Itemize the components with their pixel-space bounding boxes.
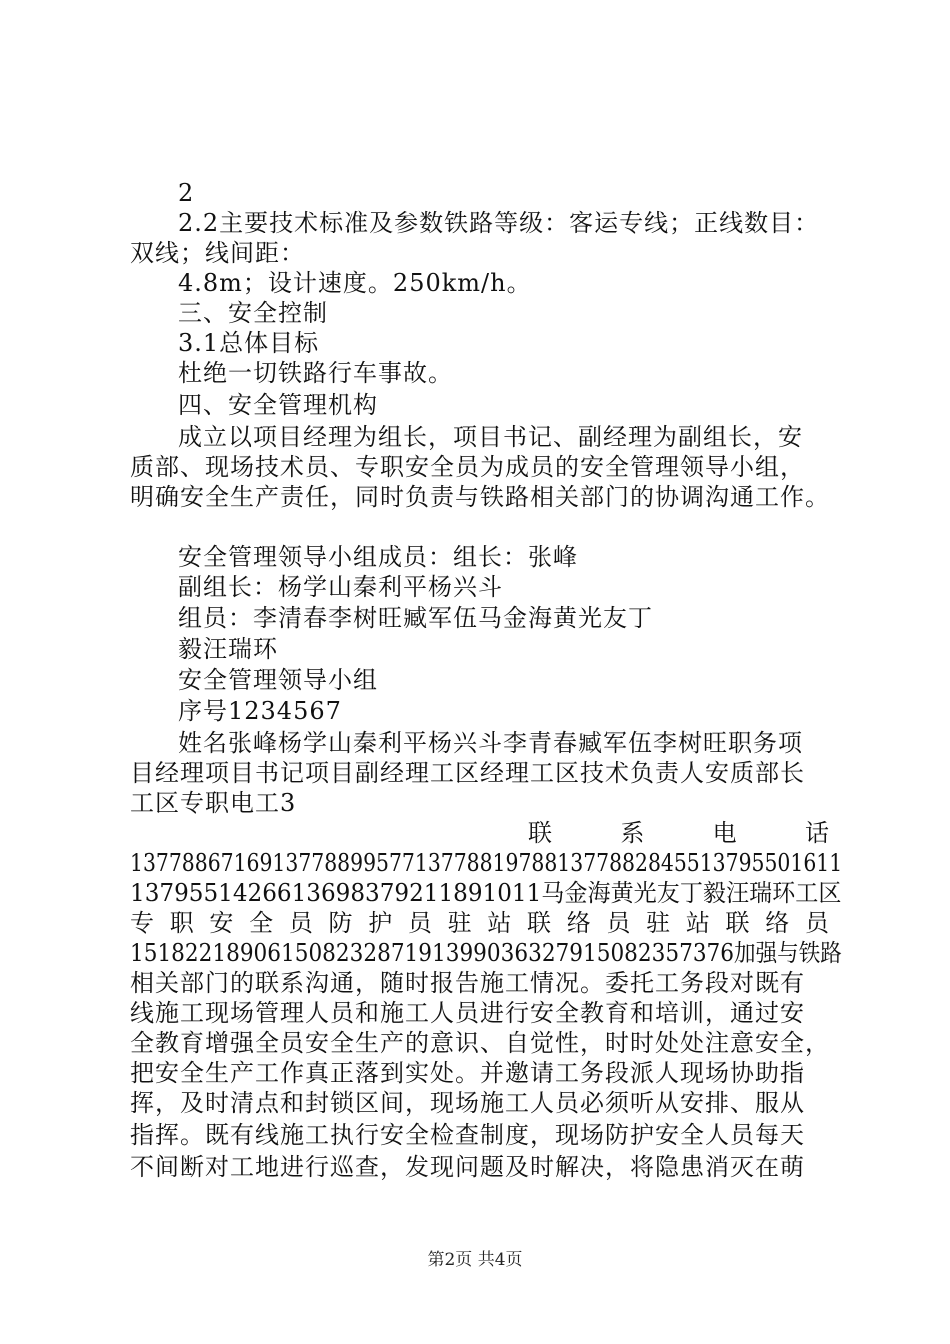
section-heading: 四、安全管理机构 (178, 391, 378, 419)
text-line: 安全管理领导小组成员：组长：张峰 (178, 543, 578, 571)
text-line: 指挥。既有线施工执行安全检查制度，现场防护安全人员每天 (130, 1121, 805, 1149)
text-line: 相关部门的联系沟通，随时报告施工情况。委托工务段对既有 (130, 969, 805, 997)
text-line: 成立以项目经理为组长，项目书记、副经理为副组长，安 (178, 423, 803, 451)
text-line: 明确安全生产责任，同时负责与铁路相关部门的协调沟通工作。 (130, 483, 830, 511)
phone-numbers: 137788671691377889957713778819788137788284551379550161​1 (130, 849, 843, 877)
text-line: 安全管理领导小组 (178, 666, 378, 694)
text-line: 质部、现场技术员、专职安全员为成员的安全管理领导小组， (130, 453, 805, 481)
text-line: 杜绝一切铁路行车事故。 (178, 359, 453, 387)
text-line: 副组长：杨学山秦利平杨兴斗 (178, 573, 503, 601)
text-line: 序号1234567 (178, 697, 342, 725)
text-line: 毅汪瑞环 (178, 635, 278, 663)
text-line: 4.8m；设计速度。250km/h。 (178, 269, 532, 297)
text-line: 工区专职电工3 (130, 789, 297, 817)
text-line: 2 (178, 179, 195, 207)
text-line: 组员：李清春李树旺臧军伍马金海黄光友丁 (178, 604, 653, 632)
text-line: 目经理项目书记项目副经理工区经理工区技术负责人安质部长 (130, 759, 805, 787)
text-line: 全教育增强全员安全生产的意识、自觉性，时时处处注意安全， (130, 1029, 830, 1057)
phone-numbers: 151822189061508232871913990363279150823573​76加强与铁路 (130, 939, 842, 967)
text-line: 2.2主要技术标准及参数铁路等级：客运专线；正线数目： (178, 209, 820, 237)
text-line: 不间断对工地进行巡查，发现问题及时解决，将隐患消灭在萌 (130, 1153, 805, 1181)
text-line: 双线；线间距： (130, 239, 305, 267)
text-line: 把安全生产工作真正落到实处。并邀请工务段派人现场协助指 (130, 1059, 805, 1087)
subsection-heading: 3.1总体目标 (178, 329, 320, 357)
page-footer: 第2页 共4页 (427, 1250, 523, 1270)
text-line: 姓名张峰杨学山秦利平杨兴斗李青春臧军伍李树旺职务项 (178, 729, 803, 757)
staff-roles: 专 职 安 全 员 防 护 员 驻 站 联 络 员 驻 站 联 络 员 (130, 909, 830, 937)
text-line: 挥，及时清点和封锁区间，现场施工人员必须听从安排、服从 (130, 1089, 805, 1117)
section-heading: 三、安全控制 (178, 299, 328, 327)
phone-label: 联 系 电 话 (528, 819, 830, 847)
text-line: 线施工现场管理人员和施工人员进行安全教育和培训，通过安 (130, 999, 805, 1027)
phone-numbers: 13795514266136983792118910​11马金海黄光友丁毅汪瑞环工区 (130, 879, 842, 907)
